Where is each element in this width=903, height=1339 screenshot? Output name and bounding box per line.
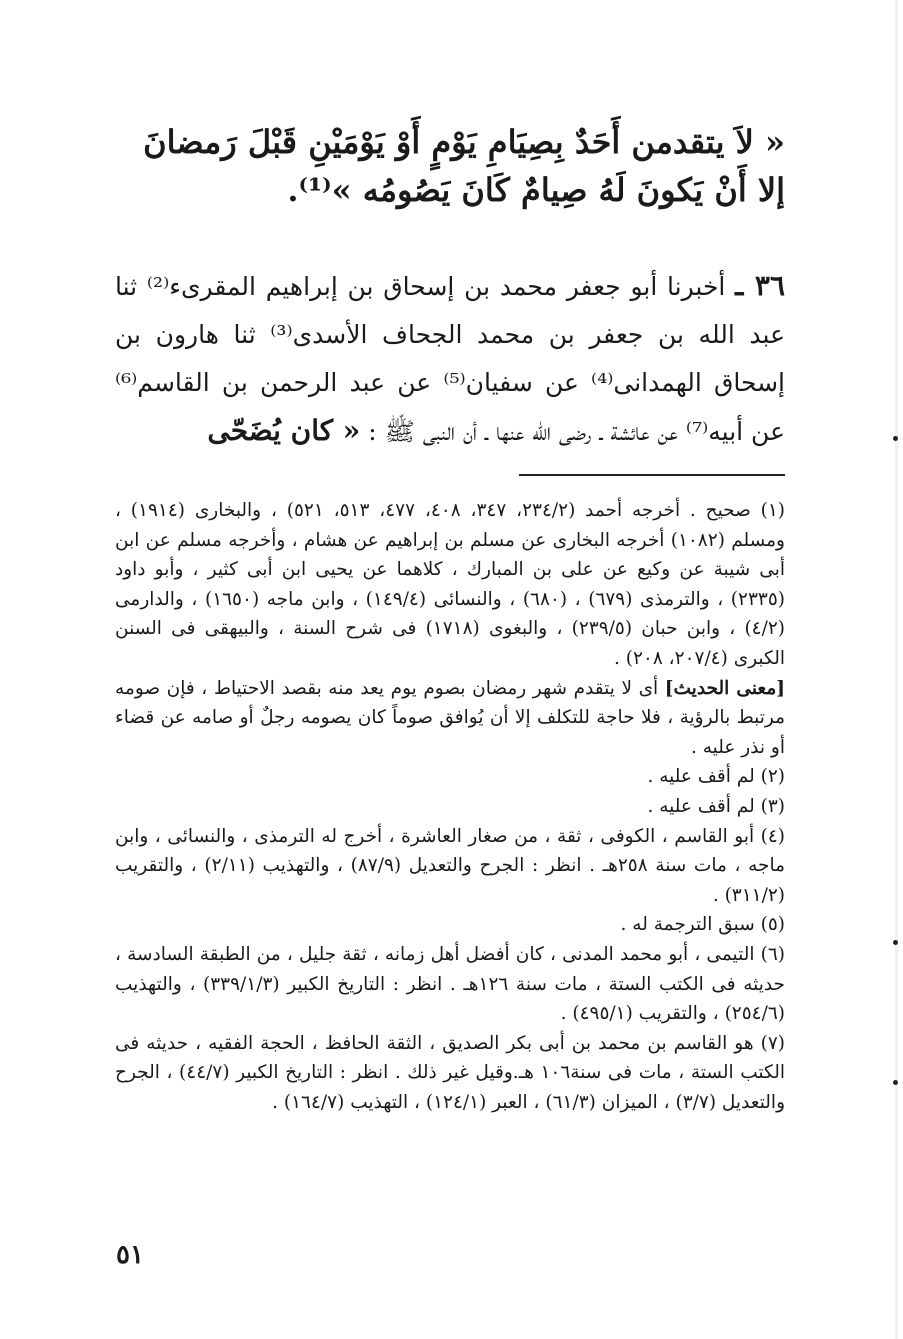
footnote-2: (٢) لم أقف عليه . [647,766,785,788]
footnote-3: (٣) لم أقف عليه . [647,795,785,817]
page-number: ٥١ [116,1240,144,1270]
footnote-6: (٦) التيمى ، أبو محمد المدنى ، كان أفضل أهل زمانه ، ثقة جليل ، من الطبقة السادسة ، حديثه فى الكتب الستة ، مات سنة ١٢٦هـ . انظر : التاريخ الكبير (٣٣٩/١/٣) ، والتهذيب (٢٥٤/٦) ، والتقريب (٤٩٥/١) . [115,943,785,1025]
hadith-isnad [115,262,785,456]
footnote-7: (٧) هو القاسم بن محمد بن أبى بكر الصديق ، الثقة الحافظ ، الحجة الفقيه ، حديثه فى الكتب الستة ، مات فى سنة١٠٦ هـ.وقيل غير ذلك . انظر : التاريخ الكبير (٤٤/٧) ، الجرح والتعديل (٣/٧) ، الميزان (٦١/٣) ، العبر (١٢٤/١) ، التهذيب (١٦٤/٧) . [115,1032,785,1113]
margin-dot [893,1080,898,1085]
meaning-text: أى لا يتقدم شهر رمضان بصوم يوم يعد منه بقصد الاحتياط ، فإن صومه مرتبط بالرؤية ، فلا حاجة للتكلف إلا أن يُوافق صوماً كان يصومه رجلٌ أو صامه عن قضاء أو نذر عليه . [115,677,785,758]
margin-dot [893,940,898,945]
meaning-label: [معنى الحديث] [664,677,785,699]
scan-edge [895,0,898,1339]
footnotes [115,496,785,1117]
hadith-quote: « لاَ يتقدمن أَحَدٌ بِصِيَامِ يَوْمٍ أَوْ يَوْمَيْنِ قَبْلَ رَمضانَ إلا أَنْ يَكونَ لَهُ صِيامٌ كَانَ يَصُومُه »⁽¹⁾. [143,123,785,209]
footnote-5: (٥) سبق الترجمة له . [620,914,785,936]
hadith-number: ٣٦ ـ [735,269,785,302]
footnote-4: (٤) أبو القاسم ، الكوفى ، ثقة ، من صغار العاشرة ، أخرج له الترمذى ، والنسائى ، وابن ماجه ، مات سنة ٢٥٨هـ . انظر : الجرح والتعديل (٨٧/٩) ، والتهذيب (٢/١١) ، والتقريب (٣١١/٢) . [115,825,786,906]
margin-dot [893,436,898,441]
isnad-text: أخبرنا أبو جعفر محمد بن إسحاق بن إبراهيم المقرىء⁽²⁾ ثنا عبد الله بن جعفر بن محمد الجحاف الأسدى⁽³⁾ ثنا هارون بن إسحاق الهمدانى⁽⁴⁾ عن سفيان⁽⁵⁾ عن عبد الرحمن بن القاسم⁽⁶⁾ عن أبيه⁽⁷⁾ عن عائشة ـ رضى الله عنها ـ أن النبى ﷺ : [115,272,785,446]
footnote-1: (١) صحيح . أخرجه أحمد (٢٣٤/٢، ٣٤٧، ٤٠٨، ٤٧٧، ٥١٣، ٥٢١) ، والبخارى (١٩١٤) ، ومسلم (١٠٨٢) أخرجه البخارى عن مسلم بن إبراهيم عن هشام ، وأخرجه مسلم عن ابن أبى شيبة عن وكيع عن على بن المبارك ، كلاهما عن يحيى ابن أبى كثير ، وأبو داود (٢٣٣٥) ، والترمذى (٦٧٩) ، (٦٨٠) ، والنسائى (١٤٩/٤) ، وابن ماجه (١٦٥٠) ، والدارمى (٤/٢) ، وابن حبان (٢٣٩/٥) ، والبغوى (١٧١٨) فى شرح السنة ، والبيهقى فى السنن الكبرى (٢٠٧/٤، ٢٠٨) . [115,500,786,669]
hadith-quote-start: « كان يُضَحّى [207,414,361,447]
hadith-meaning [115,674,785,763]
footnote-divider [519,474,785,476]
